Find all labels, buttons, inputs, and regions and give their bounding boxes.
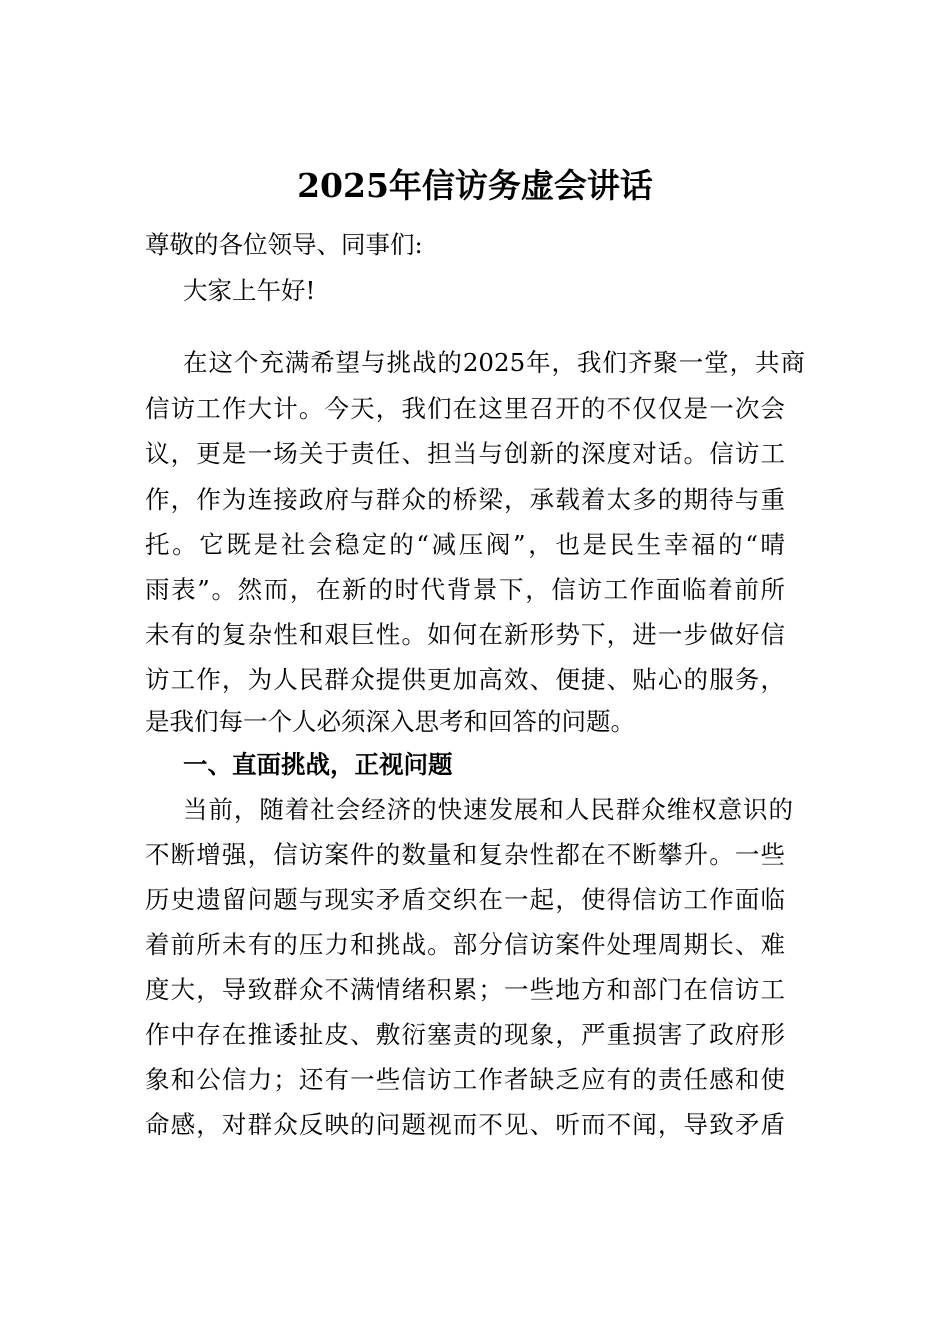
paragraph-line: 着前所未有的压力和挑战。部分信访案件处理周期长、难 [145,930,785,959]
paragraph-line: 度大，导致群众不满情绪积累；一些地方和部门在信访工 [145,975,785,1004]
paragraph-line: 未有的复杂性和艰巨性。如何在新形势下，进一步做好信 [145,620,785,649]
paragraph-line: 信访工作大计。今天，我们在这里召开的不仅仅是一次会 [145,394,785,423]
paragraph-line: 历史遗留问题与现实矛盾交织在一起，使得信访工作面临 [145,885,785,914]
paragraph-line: 议，更是一场关于责任、担当与创新的深度对话。信访工 [145,439,785,468]
paragraph-line: 托。它既是社会稳定的“减压阀”，也是民生幸福的“晴 [145,530,785,559]
paragraph-line: 象和公信力；还有一些信访工作者缺乏应有的责任感和使 [145,1065,785,1094]
salutation: 尊敬的各位领导、同事们: [145,230,423,259]
paragraph-line: 作中存在推诿扯皮、敷衍塞责的现象，严重损害了政府形 [145,1020,785,1049]
paragraph-line: 命感，对群众反映的问题视而不见、听而不闻，导致矛盾 [145,1110,785,1139]
paragraph-line: 是我们每一个人必须深入思考和回答的问题。 [145,707,635,736]
section-heading: 一、直面挑战，正视问题 [183,750,453,779]
greeting: 大家上午好! [183,276,316,305]
paragraph-line: 作，作为连接政府与群众的桥梁，承载着太多的期待与重 [145,485,785,514]
document-title: 2025年信访务虚会讲话 [297,166,653,205]
paragraph-line: 在这个充满希望与挑战的2025年，我们齐聚一堂，共商 [183,348,805,377]
paragraph-line: 访工作，为人民群众提供更加高效、便捷、贴心的服务， [145,665,785,694]
paragraph-line: 不断增强，信访案件的数量和复杂性都在不断攀升。一些 [145,840,785,869]
paragraph-line: 当前，随着社会经济的快速发展和人民群众维权意识的 [183,795,793,824]
paragraph-line: 雨表”。然而，在新的时代背景下，信访工作面临着前所 [145,575,785,604]
